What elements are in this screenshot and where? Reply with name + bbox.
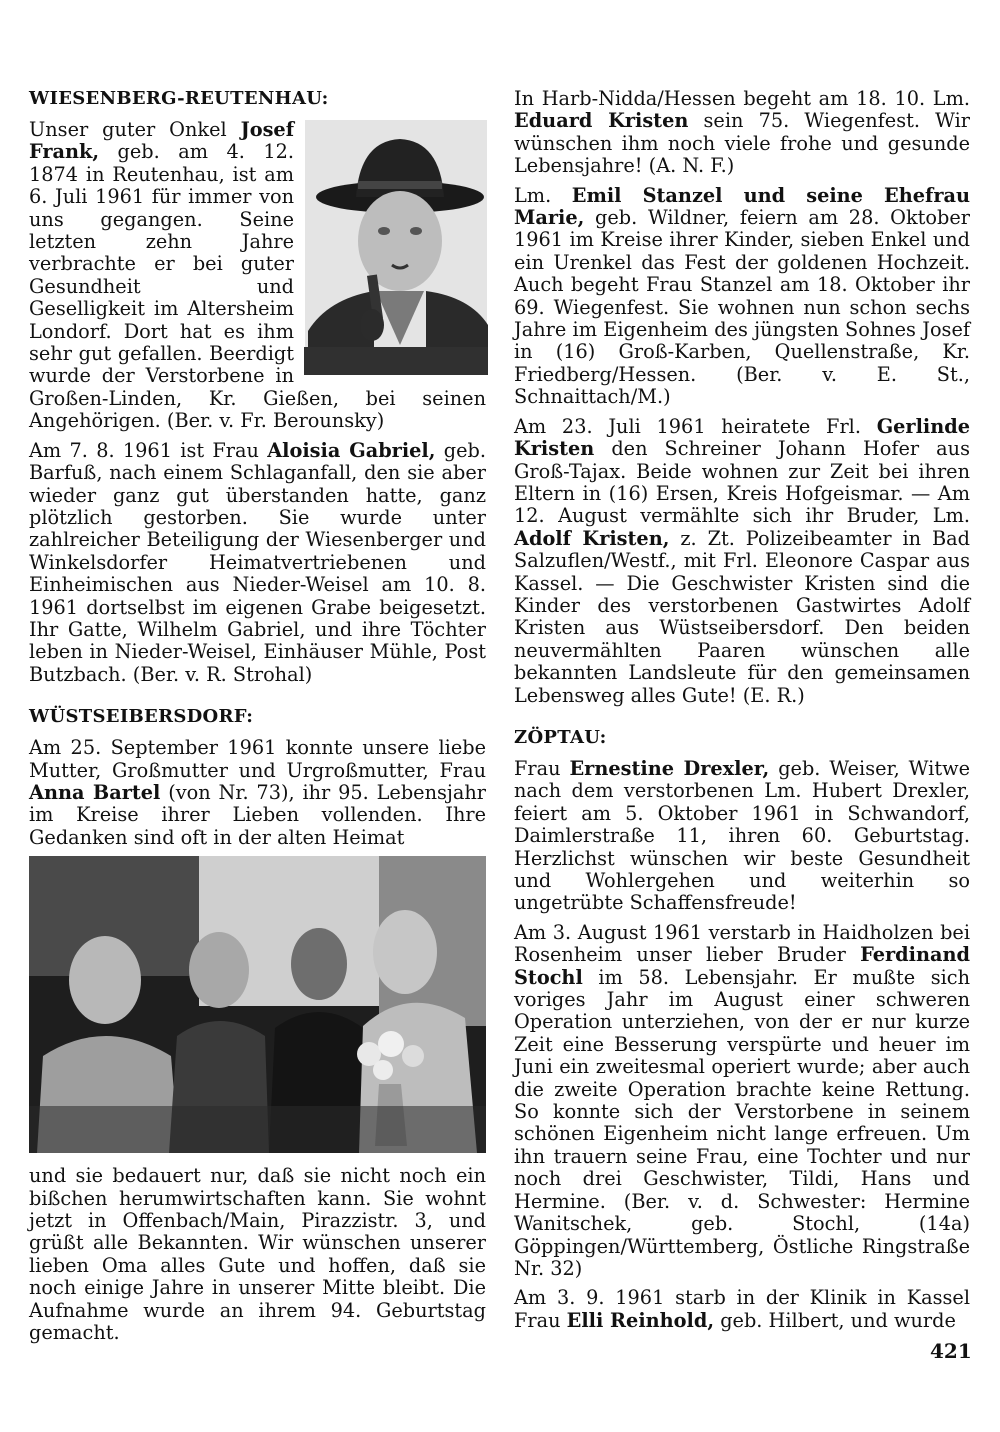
- heading-wiesenberg-reutenhau: WIESENBERG-REUTENHAU:: [29, 88, 329, 109]
- group-photo-anna-bartel: [29, 856, 486, 1153]
- golden-wedding-stanzel: Lm. Emil Stanzel und seine Ehefrau Marie, geb. Wildner, feiern am 28. Oktober 1961 im Kreise ihrer Kinder, sieben Enkel und ein Urenkel das Fest der goldenen Hochzeit. Auch begeht Frau Stanzel am 18. Oktober ihr 69. Wiegenfest. Sie wohnen nun schon sechs Jahre im Eigenheim des jüngsten Sohnes Josef in (16) Groß-Karben, Quellenstraße, Kr. Friedberg/Hessen. (Ber. v. E. St., Schnaittach/M.): [514, 183, 970, 409]
- name-adolf-kristen: Adolf Kristen,: [514, 526, 670, 550]
- page-number: 421: [930, 1339, 972, 1363]
- name-emil-marie-stanzel: Emil Stanzel und seine Ehefrau Marie,: [514, 183, 970, 230]
- name-gerlinde-kristen: Gerlinde Kristen: [514, 414, 970, 461]
- name-anna-bartel: Anna Bartel: [29, 780, 161, 804]
- birthday-anna-bartel: Am 25. September 1961 konnte unsere liebe Mutter, Großmutter und Urgroßmutter, Frau Anna Bartel (von Nr. 73), ihr 95. Lebensjahr im Kreise ihrer Lieben vollenden. Ihre Gedanken sind oft in der alten Heimat: [29, 736, 487, 849]
- birthday-ernestine-drexler: Frau Ernestine Drexler, geb. Weiser, Witwe nach dem verstorbenen Lm. Hubert Drexler, feiert am 5. Oktober 1961 in Schwandorf, Daimlerstraße 11, ihren 60. Geburtstag. Herzlichst wünschen wir beste Gesundheit und Wohlergehen und weiterhin so ungetrübte Schaffensfreude!: [514, 756, 970, 915]
- heading-zoptau: ZÖPTAU:: [514, 726, 607, 748]
- obituary-ferdinand-stochl: Am 3. August 1961 verstarb in Haidholzen bei Rosenheim unser lieber Bruder Ferdinand Stochl im 58. Lebensjahr. Er mußte sich voriges Jahr im August einer schweren Operation unterziehen, von der er nur kurze Zeit eine Besserung verspürte und heuer im Juni ein zweitesmal operiert wurde; aber auch die zweite Operation brachte keine Rettung. So konnte sich der Verstorbene in seinem schönen Eigenheim nicht lange erfreuen. Um ihn trauern seine Frau, eine Tochter und nur noch drei Geschwister, Tildi, Hans und Hermine. (Ber. v. d. Schwester: Hermine Wanitschek, geb. Stochl, (14a) Göppingen/Württemberg, Östliche Ringstraße Nr. 32): [514, 920, 970, 1280]
- birthday-eduard-kristen: In Harb-Nidda/Hessen begeht am 18. 10. Lm. Eduard Kristen sein 75. Wiegenfest. Wir wünschen ihm noch viele frohe und gesunde Lebensjahre! (A. N. F.): [514, 87, 970, 178]
- obituary-elli-reinhold: Am 3. 9. 1961 starb in der Klinik in Kassel Frau Elli Reinhold, geb. Hilbert, und wurde: [514, 1286, 970, 1332]
- name-aloisia-gabriel: Aloisia Gabriel,: [267, 438, 436, 462]
- name-ernestine-drexler: Ernestine Drexler,: [569, 756, 770, 780]
- name-eduard-kristen: Eduard Kristen: [514, 109, 689, 133]
- name-ferdinand-stochl: Ferdinand Stochl: [514, 943, 970, 989]
- portrait-photo-josef-frank: [304, 119, 488, 375]
- obituary-aloisia-gabriel: Am 7. 8. 1961 ist Frau Aloisia Gabriel, geb. Barfuß, nach einem Schlaganfall, den sie aber wieder ganz gut überstanden hatte, ganz plötzlich gestorben. Sie wurde unter zahlreicher Beteiligung der Wiesenberger und Winkelsdorfer Heimatvertriebenen und Einheimischen aus Nieder-Weisel am 10. 8. 1961 dortselbst im eigenen Grabe beigesetzt. Ihr Gatte, Wilhelm Gabriel, und ihre Töchter leben in Nieder-Weisel, Einhäuser Mühle, Post Butzbach. (Ber. v. R. Strohal): [29, 438, 486, 686]
- left-column: [29, 88, 486, 1351]
- name-elli-reinhold: Elli Reinhold,: [566, 1308, 715, 1332]
- obituary-josef-frank: Unser guter Onkel Josef Frank, geb. am 4. 12. 1874 in Reutenhau, ist am 6. Juli 1961 für immer von uns gegangen. Seine letzten zehn Jahre verbrachte er bei guter Gesundheit und Geselligkeit im Altersheim Londorf. Dort hat es ihm sehr gut gefallen. Beerdigt wurde der Verstorbene in Großen-Linden, Kr. Gießen, bei seinen Angehörigen. (Ber. v. Fr. Berounsky): [29, 118, 486, 433]
- wedding-kristen: Am 23. Juli 1961 heiratete Frl. Gerlinde Kristen den Schreiner Johann Hofer aus Groß-Tajax. Beide wohnen zur Zeit bei ihren Eltern in (16) Ersen, Kreis Hofgeismar. — Am 12. August vermählte sich ihr Bruder, Lm. Adolf Kristen, z. Zt. Polizeibeamter in Bad Salzuflen/Westf., mit Frl. Eleonore Caspar aus Kassel. — Die Geschwister Kristen sind die Kinder des verstorbenen Gastwirtes Adolf Kristen aus Wüstseibersdorf. Den beiden neuvermählten Paaren wünschen alle bekannten Landsleute für den gemeinsamen Lebensweg alles Gute! (E. R.): [514, 414, 970, 707]
- birthday-anna-bartel-continued: und sie bedauert nur, daß sie nicht noch ein bißchen herumwirtschaften kann. Sie wohnt jetzt in Offenbach/Main, Pirazzistr. 3, und grüßt alle Bekannten. Wir wünschen unserer lieben Oma alles Gute und hoffen, daß sie noch einige Jahre in unserer Mitte bleibt. Die Aufnahme wurde an ihrem 94. Geburtstag gemacht.: [29, 1164, 486, 1345]
- right-column: [514, 88, 970, 1339]
- name-josef-frank: Josef Frank,: [29, 118, 294, 164]
- heading-wustseibersdorf: WÜSTSEIBERSDORF:: [29, 706, 254, 728]
